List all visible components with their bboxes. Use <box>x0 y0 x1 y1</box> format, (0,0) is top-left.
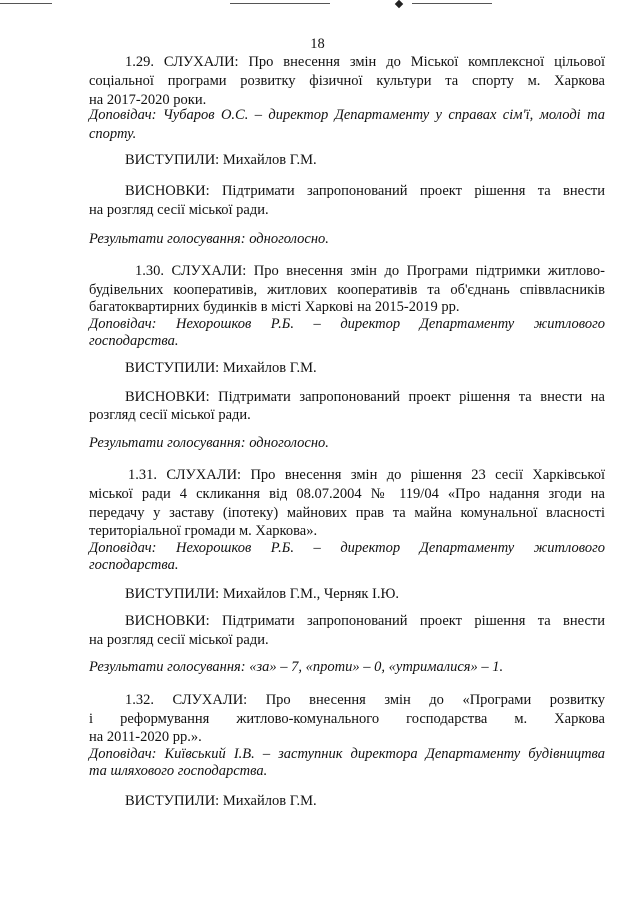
item-130-conclusions-line-2: розгляд сесії міської ради. <box>89 407 251 423</box>
item-132-spoke: ВИСТУПИЛИ: Михайлов Г.М. <box>125 793 317 809</box>
scan-artifact-line-center <box>230 3 330 4</box>
item-131-conclusions-line-2: на розгляд сесії міської ради. <box>89 632 269 648</box>
item-130-spoke: ВИСТУПИЛИ: Михайлов Г.М. <box>125 360 317 376</box>
item-131-reporter-line-1: Доповідач: Нехорошков Р.Б. – директор Департаменту житлового <box>89 540 605 556</box>
item-131-hear-line-3: передачу у заставу (іпотеку) майнових прав та майна комунальної власності <box>89 505 605 521</box>
item-129-conclusions-line-2: на розгляд сесії міської ради. <box>89 202 269 218</box>
item-129-hear-line-2: соціальної програми розвитку фізичної культури та спорту м. Харкова <box>89 73 605 89</box>
scan-artifact-line-left <box>0 3 52 4</box>
item-129-hear-line-3: на 2017-2020 роки. <box>89 92 207 108</box>
item-132-reporter-line-1: Доповідач: Київський І.В. – заступник директора Департаменту будівництва <box>89 746 605 762</box>
item-130-hear-line-2: будівельних кооперативів, житлових кооперативів та об'єднань співвласників <box>89 282 605 298</box>
item-129-hear-line-1: 1.29. СЛУХАЛИ: Про внесення змін до Міської комплексної цільової <box>125 54 605 70</box>
item-132-hear-line-3: на 2011-2020 рр.». <box>89 729 202 745</box>
item-130-hear-line-3: багатоквартирних будинків в місті Харкові на 2015-2019 рр. <box>89 299 460 315</box>
item-130-reporter-line-1: Доповідач: Нехорошков Р.Б. – директор Департаменту житлового <box>89 316 605 332</box>
item-131-vote: Результати голосування: «за» – 7, «проти» – 0, «утрималися» – 1. <box>89 659 504 675</box>
item-132-hear-line-2: і реформування житлово-комунального господарства м. Харкова <box>89 711 605 727</box>
item-130-hear-line-1: 1.30. СЛУХАЛИ: Про внесення змін до Програми підтримки житлово- <box>135 263 605 279</box>
item-130-conclusions-line-1: ВИСНОВКИ: Підтримати запропонований проект рішення та внести на <box>125 389 605 405</box>
item-132-reporter-line-2: та шляхового господарства. <box>89 763 268 779</box>
item-131-hear-line-1: 1.31. СЛУХАЛИ: Про внесення змін до рішення 23 сесії Харківської <box>128 467 605 483</box>
item-131-spoke: ВИСТУПИЛИ: Михайлов Г.М., Черняк І.Ю. <box>125 586 400 602</box>
item-129-spoke: ВИСТУПИЛИ: Михайлов Г.М. <box>125 152 317 168</box>
item-131-hear-line-2: міської ради 4 скликання від 08.07.2004 № 119/04 «Про надання згоди на <box>89 486 605 502</box>
scan-artifact-line-right <box>412 3 492 4</box>
item-131-reporter-line-2: господарства. <box>89 557 179 573</box>
item-131-conclusions-line-1: ВИСНОВКИ: Підтримати запропонований проект рішення та внести <box>125 613 605 629</box>
item-132-hear-line-1: 1.32. СЛУХАЛИ: Про внесення змін до «Програми розвитку <box>125 692 605 708</box>
item-129-reporter-line-2: спорту. <box>89 126 137 142</box>
item-129-vote: Результати голосування: одноголосно. <box>89 231 329 247</box>
item-129-reporter-line-1: Доповідач: Чубаров О.С. – директор Департаменту у справах сім'ї, молоді та <box>89 107 605 123</box>
item-131-hear-line-4: територіальної громади м. Харкова». <box>89 523 318 539</box>
page-number: 18 <box>310 36 325 52</box>
item-130-reporter-line-2: господарства. <box>89 333 179 349</box>
scan-artifact-mark <box>395 0 403 8</box>
item-129-conclusions-line-1: ВИСНОВКИ: Підтримати запропонований проект рішення та внести <box>125 183 605 199</box>
item-130-vote: Результати голосування: одноголосно. <box>89 435 329 451</box>
